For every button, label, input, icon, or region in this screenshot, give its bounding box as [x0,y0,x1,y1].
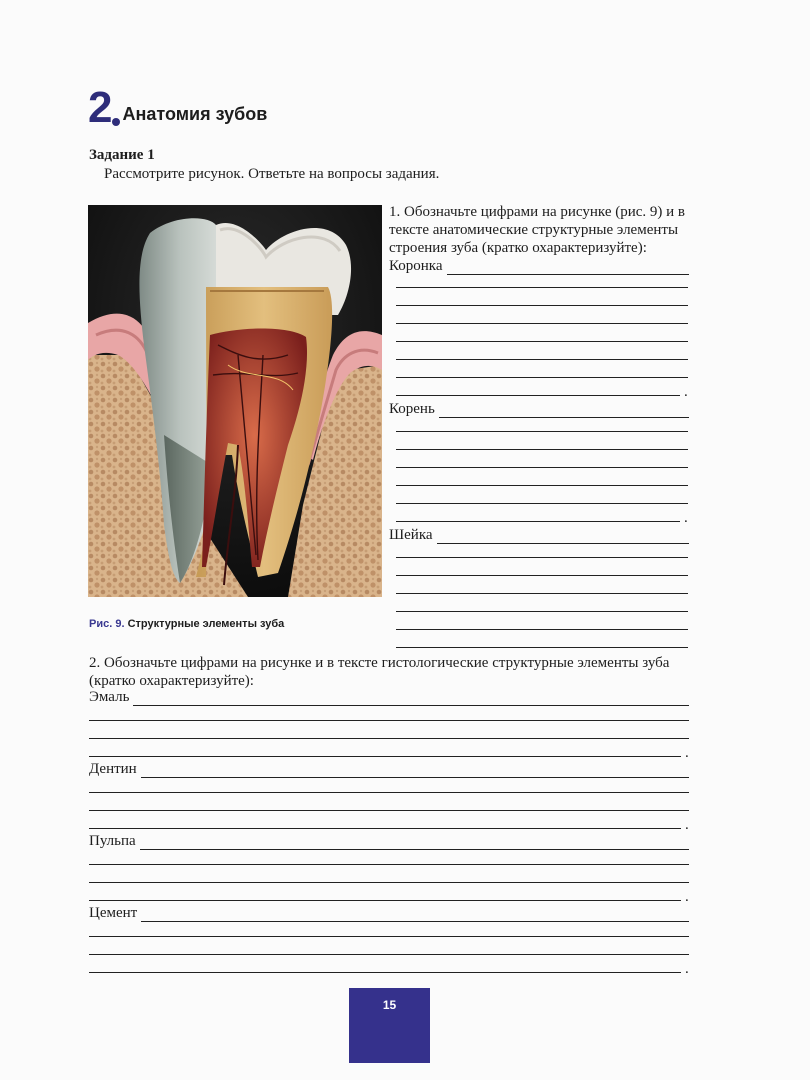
field-cement-line[interactable] [141,907,689,922]
answer-line[interactable] [396,341,688,342]
line-end-mark: . [685,817,689,833]
task-heading: Задание 1 [89,147,155,163]
answer-line[interactable] [396,323,688,324]
answer-line[interactable] [89,738,689,739]
chapter-header [88,82,267,130]
answer-line[interactable] [89,936,689,937]
answer-line[interactable] [396,395,680,396]
answer-line[interactable] [396,521,680,522]
field-enamel-label: Эмаль [89,689,130,705]
field-enamel[interactable] [89,688,689,706]
answer-line[interactable] [89,900,681,901]
field-dentin[interactable] [89,760,689,778]
page-number-box [349,988,430,1063]
answer-line[interactable] [89,828,681,829]
chapter-number: 2 [88,83,112,132]
answer-line[interactable] [396,467,688,468]
answer-line[interactable] [89,882,689,883]
field-neck-label: Шейка [389,527,433,543]
answer-line[interactable] [89,810,689,811]
line-end-mark: . [685,745,689,761]
answer-line[interactable] [396,557,688,558]
field-neck-line[interactable] [437,529,689,544]
line-end-mark: . [684,384,688,400]
answer-line[interactable] [396,359,688,360]
field-dentin-label: Дентин [89,761,137,777]
question-2-text: 2. Обозначьте цифрами на рисунке и в тексте гистологические структурные элементы зуба (кратко охарактеризуйте): [89,655,670,689]
answer-line[interactable] [396,287,688,288]
field-pulp-line[interactable] [140,835,689,850]
answer-line[interactable] [396,305,688,306]
field-root-line[interactable] [439,403,689,418]
page-number: 15 [382,998,397,1012]
field-dentin-line[interactable] [141,763,689,778]
field-crown[interactable] [389,257,689,275]
answer-line[interactable] [89,972,681,973]
chapter-title: Анатомия зубов [122,104,268,124]
line-end-mark: . [685,961,689,977]
answer-line[interactable] [396,377,688,378]
tooth-illustration [88,205,382,597]
answer-line[interactable] [396,503,688,504]
field-root-label: Корень [389,401,435,417]
answer-line[interactable] [396,647,688,648]
field-root[interactable] [389,400,689,418]
answer-line[interactable] [396,485,688,486]
answer-line[interactable] [396,575,688,576]
field-crown-line[interactable] [447,260,689,275]
field-cement[interactable] [89,904,689,922]
task-intro: Рассмотрите рисунок. Ответьте на вопросы задания. [104,166,440,182]
field-crown-label: Коронка [389,258,443,274]
question-1-text: 1. Обозначьте цифрами на рисунке (рис. 9) и в тексте анатомические структурные элементы строения зуба (кратко охарактеризуйте): [389,204,686,256]
answer-line[interactable] [89,864,689,865]
answer-line[interactable] [396,629,688,630]
chapter-dot [112,118,120,126]
answer-line[interactable] [396,593,688,594]
field-enamel-line[interactable] [133,691,689,706]
line-end-mark: . [685,889,689,905]
answer-line[interactable] [89,756,681,757]
answer-line[interactable] [89,954,689,955]
answer-line[interactable] [89,720,689,721]
figure-caption-text: Структурные элементы зуба [127,618,285,630]
field-neck[interactable] [389,526,689,544]
figure-caption [89,618,284,630]
line-end-mark: . [684,510,688,526]
answer-line[interactable] [396,449,688,450]
answer-line[interactable] [89,792,689,793]
field-pulp[interactable] [89,832,689,850]
figure-caption-label: Рис. 9. [89,618,125,630]
answer-line[interactable] [396,611,688,612]
answer-line[interactable] [396,431,688,432]
field-cement-label: Цемент [89,905,138,921]
field-pulp-label: Пульпа [89,833,136,849]
